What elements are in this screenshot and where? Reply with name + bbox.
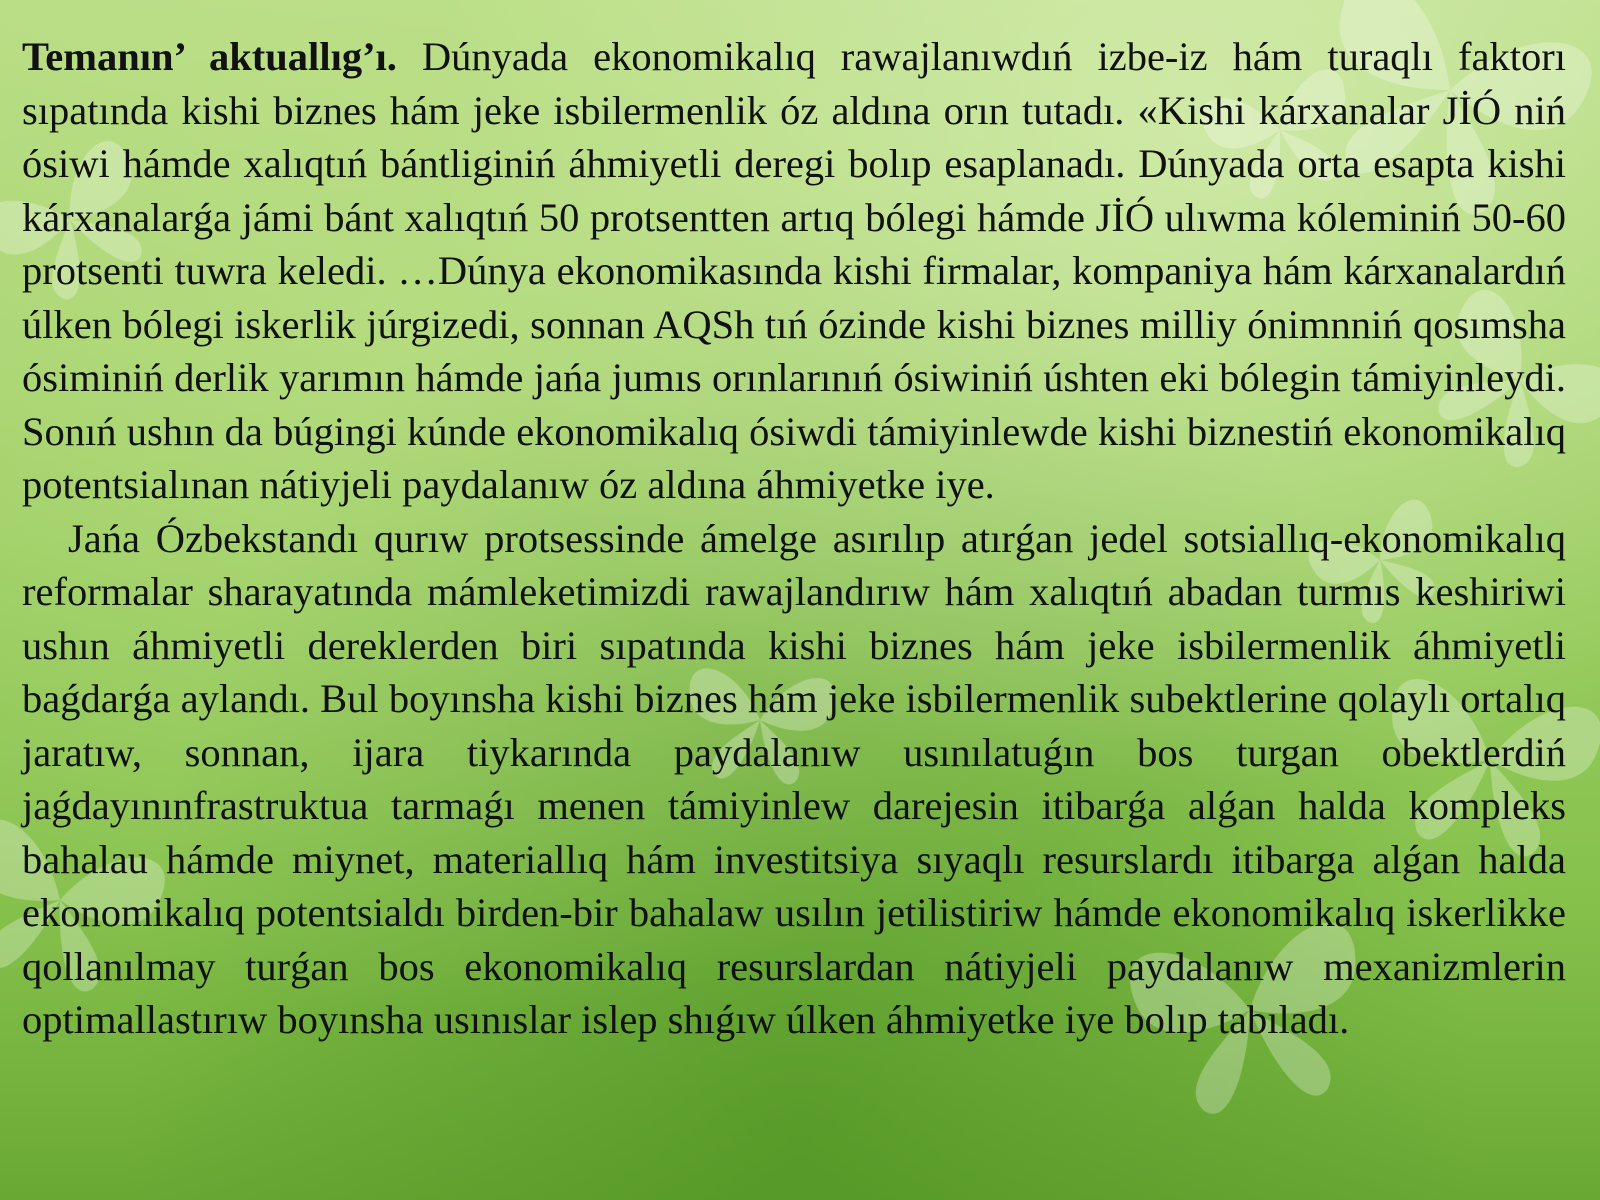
paragraph-2: Jańa Ózbekstandı qurıw protsessinde ámelge asırılıp atırǵan jedel sotsiallıq-ekonomikalıq reformalar sharayatında mámleketimizdi rawajlandırıw hám xalıqtıń abadan turmıs keshiriwi ushın áhmiyetli dereklerden biri sıpatında kishi biznes hám jeke isbilermenlik áhmiyetli baǵdarǵa aylandı. Bul boyınsha kishi biznes hám jeke isbilermenlik subektlerine qolaylı ortalıq jaratıw, sonnan, ijara tiykarında paydalanıw usınılatuǵın bos turgan obektlerdiń jaǵdayınınfrastruktua tarmaǵı menen támiyinlew darejesin itibarǵa alǵan halda kompleks bahalau hámde miynet, materiallıq hám investitsiya sıyaqlı resurslardı itibarga alǵan halda ekonomikalıq potentsialdı birden-bir bahalaw usılın jetilistiriw hámde ekonomikalıq iskerlikke qollanılmay turǵan bos ekonomikalıq resurslardan nátiyjeli paydalanıw mexanizmlerin optimallastırıw boyınsha usınıslar islep shıǵıw úlken áhmiyetke iye bolıp tabıladı. bbox=[22, 515, 1566, 1042]
content-text bbox=[22, 30, 1566, 1047]
paragraph-1 bbox=[22, 30, 1566, 512]
topic-heading: Temanın’ aktuallıg’ı. bbox=[22, 34, 397, 79]
paragraph-1-body: Dúnyada ekonomikalıq rawajlanıwdıń izbe-iz hám turaqlı faktorı sıpatında kishi biznes hám jeke isbilermenlik óz aldına orın tutadı. «Kishi kárxanalar JİÓ niń ósiwi hámde xalıqtıń bántliginiń áhmiyetli deregi bolıp esaplanadı. Dúnyada orta esapta kishi kárxanalarǵa jámi bánt xalıqtıń 50 protsentten artıq bólegi hámde JİÓ ulıwma kóleminiń 50-60 protsenti tuwra keledi. …Dúnya ekonomikasında kishi firmalar, kompaniya hám kárxanalardıń úlken bólegi iskerlik júrgizedi, sonnan AQSh tıń ózinde kishi biznes milliy ónimnniń qosımsha ósiminiń derlik yarımın hámde jańa jumıs orınlarınıń ósiwiniń úshten eki bólegin támiyinleydi. Sonıń ushın da búgingi kúnde ekonomikalıq ósiwdi támiyinlewde kishi biznestiń ekonomikalıq potentsialınan nátiyjeli paydalanıw óz aldına áhmiyetke iye. bbox=[22, 34, 1566, 507]
